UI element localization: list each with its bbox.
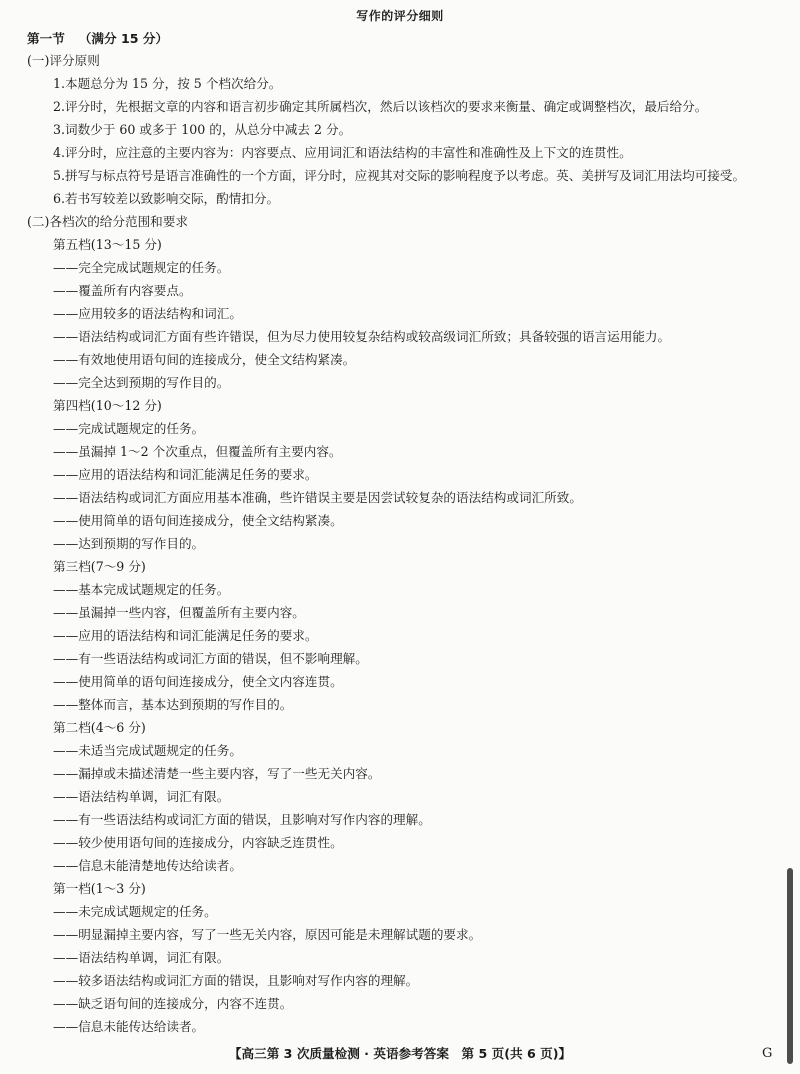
section-heading <box>27 31 168 47</box>
section-score: （满分 15 分） <box>78 31 169 46</box>
list-item: ——有一些语法结构或词汇方面的错误，但不影响理解。 <box>53 651 368 666</box>
list-item: ——应用的语法结构和词汇能满足任务的要求。 <box>53 467 318 482</box>
level-3-heading: 第三档(7～9 分) <box>53 559 146 574</box>
principle-3: 3.词数少于 60 或多于 100 的，从总分中减去 2 分。 <box>53 122 352 137</box>
list-item: ——信息未能清楚地传达给读者。 <box>53 858 242 873</box>
level-4-heading: 第四档(10～12 分) <box>53 398 162 413</box>
principle-5: 5.拼写与标点符号是语言准确性的一个方面，评分时，应视其对交际的影响程度予以考虑。英、美拼写及词汇用法均可接受。 <box>53 168 746 183</box>
list-item: ——未完成试题规定的任务。 <box>53 904 217 919</box>
list-item: ——较多语法结构或词汇方面的错误，且影响对写作内容的理解。 <box>53 973 419 988</box>
list-item: ——完全完成试题规定的任务。 <box>53 260 230 275</box>
section-label: 第一节 <box>27 31 65 46</box>
principle-2: 2.评分时，先根据文章的内容和语言初步确定其所属档次，然后以该档次的要求来衡量、确定或调整档次，最后给分。 <box>53 99 708 114</box>
list-item: ——有效地使用语句间的连接成分，使全文结构紧凑。 <box>53 352 356 367</box>
subheading-levels: (二)各档次的给分范围和要求 <box>27 214 188 229</box>
list-item: ——有一些语法结构或词汇方面的错误，且影响对写作内容的理解。 <box>53 812 431 827</box>
list-item: ——整体而言，基本达到预期的写作目的。 <box>53 697 293 712</box>
level-2-heading: 第二档(4～6 分) <box>53 720 146 735</box>
list-item: ——虽漏掉一些内容，但覆盖所有主要内容。 <box>53 605 305 620</box>
scrollbar-thumb[interactable] <box>787 868 793 1064</box>
list-item: ——完全达到预期的写作目的。 <box>53 375 230 390</box>
list-item: ——覆盖所有内容要点。 <box>53 283 192 298</box>
list-item: ——使用简单的语句间连接成分，使全文结构紧凑。 <box>53 513 343 528</box>
principle-1: 1.本题总分为 15 分，按 5 个档次给分。 <box>53 76 282 91</box>
principle-4: 4.评分时，应注意的主要内容为：内容要点、应用词汇和语法结构的丰富性和准确性及上下文的连贯性。 <box>53 145 632 160</box>
list-item: ——语法结构单调，词汇有限。 <box>53 950 230 965</box>
list-item: ——应用较多的语法结构和词汇。 <box>53 306 242 321</box>
subheading-principles: (一)评分原则 <box>27 53 100 68</box>
principle-6: 6.若书写较差以致影响交际，酌情扣分。 <box>53 191 280 206</box>
document-title: 写作的评分细则 <box>356 9 444 23</box>
list-item: ——虽漏掉 1～2 个次重点，但覆盖所有主要内容。 <box>53 444 342 459</box>
list-item: ——漏掉或未描述清楚一些主要内容，写了一些无关内容。 <box>53 766 381 781</box>
level-5-heading: 第五档(13～15 分) <box>53 237 162 252</box>
list-item: ——达到预期的写作目的。 <box>53 536 205 551</box>
list-item: ——语法结构或词汇方面有些许错误，但为尽力使用较复杂结构或较高级词汇所致；具备较强的语言运用能力。 <box>53 329 671 344</box>
list-item: ——明显漏掉主要内容，写了一些无关内容，原因可能是未理解试题的要求。 <box>53 927 482 942</box>
list-item: ——应用的语法结构和词汇能满足任务的要求。 <box>53 628 318 643</box>
list-item: ——未适当完成试题规定的任务。 <box>53 743 242 758</box>
list-item: ——基本完成试题规定的任务。 <box>53 582 230 597</box>
list-item: ——信息未能传达给读者。 <box>53 1019 205 1034</box>
list-item: ——缺乏语句间的连接成分，内容不连贯。 <box>53 996 293 1011</box>
level-1-heading: 第一档(1～3 分) <box>53 881 146 896</box>
corner-mark: G <box>762 1046 773 1061</box>
list-item: ——较少使用语句间的连接成分，内容缺乏连贯性。 <box>53 835 343 850</box>
list-item: ——使用简单的语句间连接成分，使全文内容连贯。 <box>53 674 343 689</box>
page-footer: 【高三第 3 次质量检测 · 英语参考答案 第 5 页(共 6 页)】 <box>228 1046 572 1061</box>
list-item: ——语法结构单调，词汇有限。 <box>53 789 230 804</box>
list-item: ——完成试题规定的任务。 <box>53 421 205 436</box>
list-item: ——语法结构或词汇方面应用基本准确，些许错误主要是因尝试较复杂的语法结构或词汇所致。 <box>53 490 582 505</box>
